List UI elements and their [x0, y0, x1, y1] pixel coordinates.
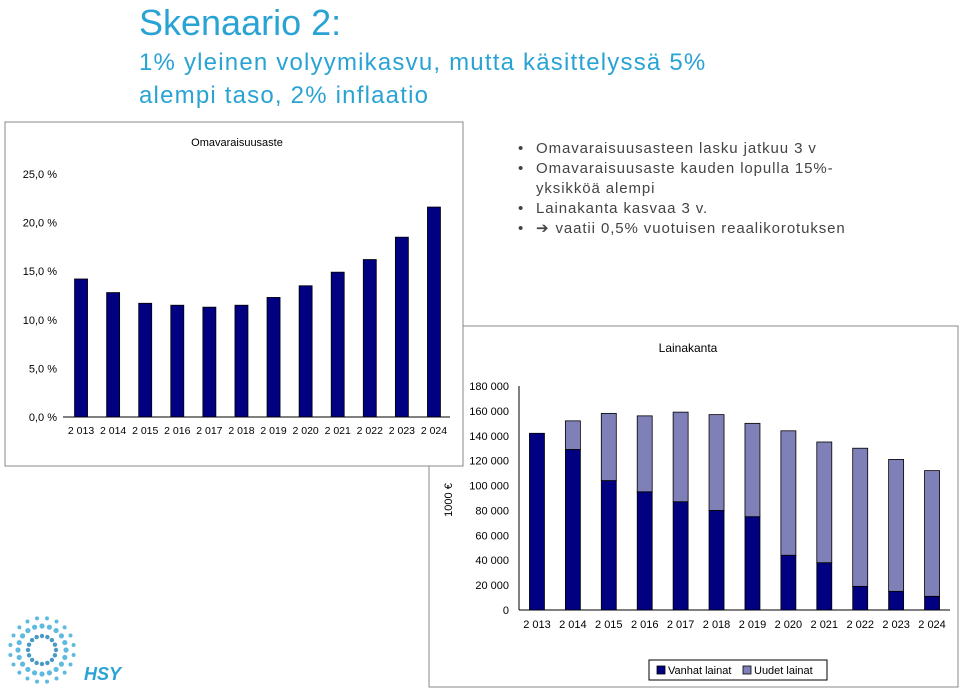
hsy-logo-dot	[69, 633, 73, 637]
lainakanta-bar-vanhat	[817, 563, 832, 610]
omavaraisuus-x-tick-label: 2 019	[260, 425, 287, 437]
lainakanta-x-tick-label: 2 018	[702, 619, 731, 631]
omavaraisuus-y-tick-label: 5,0 %	[28, 363, 57, 376]
omavaraisuus-bar	[203, 307, 216, 417]
lainakanta-bar-uudet	[925, 471, 940, 597]
lainakanta-y-tick-label: 20 000	[475, 580, 509, 593]
legend-label-vanhat: Vanhat lainat	[668, 665, 732, 677]
hsy-logo-dot	[59, 633, 64, 638]
hsy-logo-dot	[62, 640, 67, 645]
omavaraisuus-x-tick-label: 2 016	[164, 425, 191, 437]
bullet-dot-icon: •	[518, 220, 525, 237]
hsy-logo-dot	[17, 625, 21, 629]
omavaraisuus-x-tick-label: 2 021	[324, 425, 351, 437]
hsy-logo-dot	[25, 628, 30, 633]
omavaraisuus-bar	[267, 297, 280, 417]
hsy-logo-dot	[27, 653, 31, 657]
hsy-logo-dot	[34, 635, 38, 639]
lainakanta-y-tick-label: 160 000	[469, 405, 509, 418]
lainakanta-bar-uudet	[817, 442, 832, 563]
hsy-logo-dot	[59, 662, 64, 667]
omavaraisuus-bar	[171, 305, 184, 417]
lainakanta-y-tick-label: 80 000	[475, 505, 509, 518]
lainakanta-bar-vanhat	[601, 481, 616, 610]
hsy-logo-dot	[11, 633, 15, 637]
omavaraisuus-bar	[427, 207, 440, 417]
omavaraisuus-x-tick-label: 2 020	[292, 425, 319, 437]
lainakanta-bar-uudet	[853, 448, 868, 586]
lainakanta-bar-vanhat	[673, 502, 688, 610]
hsy-logo-dot	[69, 663, 73, 667]
hsy-logo-dot	[35, 616, 39, 620]
omavaraisuus-bar	[363, 260, 376, 417]
omavaraisuus-bar	[395, 237, 408, 417]
hsy-logo-dot	[72, 653, 76, 657]
hsy-logo-dot	[27, 642, 31, 646]
hsy-logo-dot	[53, 642, 57, 646]
hsy-logo-dot	[40, 634, 44, 638]
hsy-logo-dot	[8, 653, 12, 657]
bullet-dot-icon: •	[518, 140, 525, 157]
lainakanta-bar-vanhat	[745, 517, 760, 610]
omavaraisuus-x-tick-label: 2 017	[196, 425, 223, 437]
lainakanta-chart-title: Lainakanta	[658, 341, 718, 355]
lainakanta-bar-vanhat	[637, 492, 652, 610]
omavaraisuus-bar	[299, 286, 312, 417]
lainakanta-y-axis-label: 1000 €	[443, 483, 455, 517]
lainakanta-bar-vanhat	[889, 591, 904, 610]
legend-label-uudet: Uudet lainat	[754, 665, 813, 677]
lainakanta-bar-uudet	[601, 413, 616, 480]
subtitle-line: 1% yleinen volyymikasvu, mutta käsittelyssä 5%	[139, 49, 707, 76]
lainakanta-x-tick-label: 2 017	[666, 619, 695, 631]
lainakanta-bar-uudet	[781, 431, 796, 555]
hsy-logo-dot	[17, 671, 21, 675]
omavaraisuus-y-tick-label: 15,0 %	[22, 266, 57, 279]
lainakanta-x-tick-label: 2 013	[523, 619, 551, 631]
hsy-logo-dot	[20, 633, 25, 638]
lainakanta-bar-vanhat	[709, 510, 724, 610]
lainakanta-y-tick-label: 0	[502, 605, 509, 617]
legend-swatch-uudet	[743, 666, 751, 674]
lainakanta-x-tick-label: 2 024	[918, 619, 946, 631]
omavaraisuus-y-tick-label: 20,0 %	[22, 217, 57, 230]
lainakanta-y-tick-label: 60 000	[475, 530, 509, 543]
omavaraisuus-bar	[107, 293, 120, 417]
hsy-logo-dot	[47, 670, 52, 675]
hsy-logo-dot	[47, 625, 52, 630]
lainakanta-x-tick-label: 2 020	[774, 619, 803, 631]
omavaraisuus-bar	[139, 303, 152, 417]
hsy-logo-dot	[63, 671, 67, 675]
lainakanta-bar-vanhat	[781, 555, 796, 610]
hsy-logo-dot	[25, 667, 30, 672]
hsy-logo-dot	[45, 661, 49, 665]
hsy-logo-dot	[50, 638, 54, 642]
hsy-logo-dot	[34, 661, 38, 665]
omavaraisuus-x-tick-label: 2 023	[388, 425, 416, 437]
hsy-logo-dot	[50, 658, 54, 662]
hsy-logo-dot	[72, 643, 76, 647]
hsy-logo-dot	[55, 677, 59, 681]
lainakanta-x-tick-label: 2 014	[559, 619, 587, 631]
hsy-logo-dot	[20, 662, 25, 667]
hsy-logo-dot	[45, 680, 49, 684]
hsy-logo-dot	[32, 670, 37, 675]
omavaraisuus-x-tick-label: 2 013	[67, 425, 95, 437]
hsy-logo-dot	[39, 671, 44, 676]
hsy-logo-dot	[17, 655, 22, 660]
omavaraisuus-x-tick-label: 2 015	[132, 425, 159, 437]
omavaraisuus-y-tick-label: 0,0 %	[28, 412, 57, 424]
lainakanta-x-tick-label: 2 019	[738, 619, 767, 631]
lainakanta-y-tick-label: 40 000	[475, 555, 509, 568]
omavaraisuus-bar	[235, 305, 248, 417]
bullet-text: vaatii 0,5% vuotuisen reaalikorotuksen	[555, 220, 846, 237]
hsy-logo-dot	[54, 648, 58, 652]
hsy-logo-dot	[45, 616, 49, 620]
hsy-logo-dot	[30, 638, 34, 642]
lainakanta-bar-vanhat	[925, 596, 940, 610]
omavaraisuus-bar	[75, 279, 88, 417]
lainakanta-bar-uudet	[889, 459, 904, 591]
lainakanta-x-tick-label: 2 015	[595, 619, 623, 631]
lainakanta-bar-vanhat	[529, 433, 544, 610]
bullet-dot-icon: •	[518, 160, 525, 177]
lainakanta-bar-vanhat	[853, 586, 868, 610]
hsy-logo-dot	[54, 667, 59, 672]
omavaraisuus-x-tick-label: 2 014	[99, 425, 127, 437]
lainakanta-x-tick-label: 2 016	[630, 619, 659, 631]
hsy-logo-dot	[25, 677, 29, 681]
hsy-logo-dot	[55, 619, 59, 623]
lainakanta-x-tick-label: 2 022	[846, 619, 874, 631]
lainakanta-y-tick-label: 140 000	[469, 430, 509, 443]
lainakanta-bar-uudet	[565, 421, 580, 450]
bullet-text: yksikköä alempi	[536, 180, 656, 197]
arrow-right-icon: ➔	[536, 220, 550, 237]
omavaraisuus-y-tick-label: 10,0 %	[22, 314, 57, 327]
hsy-logo-dot	[54, 628, 59, 633]
hsy-logo-dot	[11, 663, 15, 667]
hsy-logo-dot	[40, 662, 44, 666]
hsy-logo-dot	[8, 643, 12, 647]
hsy-logo-dot	[15, 647, 20, 652]
omavaraisuus-x-tick-label: 2 024	[420, 425, 448, 437]
omavaraisuus-chart-frame	[5, 122, 463, 466]
bullet-text: Lainakanta kasvaa 3 v.	[536, 200, 709, 217]
lainakanta-bar-uudet	[709, 415, 724, 511]
bullet-dot-icon: •	[518, 200, 525, 217]
lainakanta-bar-uudet	[637, 416, 652, 492]
omavaraisuus-x-tick-label: 2 022	[356, 425, 383, 437]
lainakanta-bar-uudet	[673, 412, 688, 502]
hsy-logo-text: HSY	[84, 664, 122, 684]
lainakanta-x-tick-label: 2 023	[882, 619, 910, 631]
hsy-logo-dot	[26, 648, 30, 652]
hsy-logo-dot	[62, 655, 67, 660]
bullet-text: Omavaraisuusasteen lasku jatkuu 3 v	[536, 140, 817, 157]
hsy-logo-dot	[35, 680, 39, 684]
legend-swatch-vanhat	[657, 666, 665, 674]
subtitle-line: alempi taso, 2% inflaatio	[139, 82, 430, 109]
hsy-logo-dot	[17, 640, 22, 645]
hsy-logo-dot	[39, 623, 44, 628]
hsy-logo-dot	[63, 647, 68, 652]
hsy-logo-dot	[63, 625, 67, 629]
lainakanta-bar-vanhat	[565, 449, 580, 610]
lainakanta-x-tick-label: 2 021	[810, 619, 839, 631]
hsy-logo-dot	[53, 653, 57, 657]
lainakanta-bar-uudet	[745, 423, 760, 516]
omavaraisuus-x-tick-label: 2 018	[228, 425, 255, 437]
lainakanta-y-tick-label: 180 000	[469, 381, 509, 393]
omavaraisuus-y-tick-label: 25,0 %	[22, 169, 57, 181]
bullet-text: Omavaraisuusaste kauden lopulla 15%-	[536, 160, 834, 177]
omavaraisuus-bar	[331, 272, 344, 417]
hsy-logo-dot	[30, 658, 34, 662]
lainakanta-y-tick-label: 120 000	[469, 455, 509, 468]
omavaraisuus-chart-title: Omavaraisuusaste	[191, 137, 283, 149]
lainakanta-y-tick-label: 100 000	[469, 480, 509, 493]
hsy-logo-dot	[32, 625, 37, 630]
hsy-logo-dot	[45, 635, 49, 639]
slide-title: Skenaario 2:	[139, 2, 342, 43]
hsy-logo-dot	[25, 619, 29, 623]
